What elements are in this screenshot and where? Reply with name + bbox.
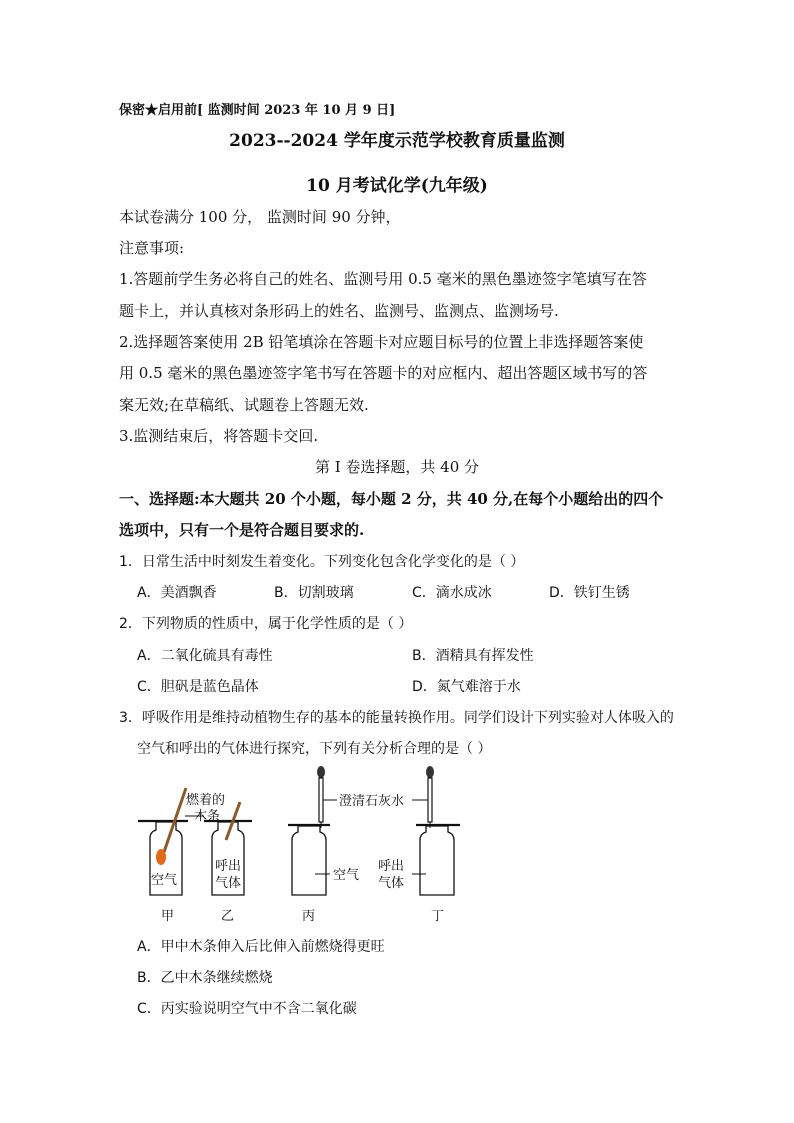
q1-option-a: A．美酒飘香	[137, 585, 217, 601]
experiment-figure	[130, 760, 480, 930]
label-exhaled-ding-b: 气体	[378, 876, 405, 891]
intro-line: 本试卷满分 100 分， 监测时间 90 分钟，	[119, 208, 401, 226]
label-jia: 甲	[161, 909, 175, 924]
label-exhaled-ding-a: 呼出	[378, 859, 405, 874]
q2-option-d: D．氮气难溶于水	[412, 679, 521, 695]
confidential-header: 保密★启用前[ 监测时间 2023 年 10 月 9 日]	[119, 103, 396, 118]
label-exhaled-yi-a: 呼出	[215, 859, 242, 874]
q1-option-d: D．铁钉生锈	[549, 585, 630, 601]
bottle-ding	[412, 766, 460, 895]
q2-option-b: B．酒精具有挥发性	[412, 648, 534, 664]
label-bing: 丙	[302, 909, 316, 924]
note-1a: 1.答题前学生务必将自己的姓名、监测号用 0.5 毫米的黑色墨迹签字笔填写在答	[119, 270, 647, 288]
label-burning-stick-b: 木条	[194, 809, 221, 824]
section-heading-a: 一、选择题:本大题共 20 个小题，每小题 2 分，共 40 分,在每个小题给出的四个	[119, 490, 664, 508]
note-2a: 2.选择题答案使用 2B 铅笔填涂在答题卡对应题目标号的位置上非选择题答案使	[119, 333, 644, 351]
q3-option-c: C．丙实验说明空气中不含二氧化碳	[137, 1001, 357, 1017]
q1-option-c: C．滴水成冰	[412, 585, 492, 601]
notice-heading: 注意事项:	[119, 239, 185, 257]
note-1b: 题卡上，并认真核对条形码上的姓名、监测号、监测点、监测场号.	[119, 302, 559, 320]
question-2-stem: 2．下列物质的性质中，属于化学性质的是（ ）	[119, 616, 413, 632]
section-title: 第 I 卷选择题，共 40 分	[314, 458, 480, 476]
question-3-stem-a: 3．呼吸作用是维持动植物生存的基本的能量转换作用。同学们设计下列实验对人体吸入的	[119, 710, 674, 726]
q2-option-c: C．胆矾是蓝色晶体	[137, 679, 259, 695]
note-2b: 用 0.5 毫米的黑色墨迹签字笔书写在答题卡的对应框内、超出答题区域书写的答	[119, 364, 648, 382]
q1-option-b: B．切割玻璃	[274, 585, 354, 601]
note-2c: 案无效;在草稿纸、试题卷上答题无效.	[119, 396, 369, 414]
dropper-bulb-icon	[317, 766, 325, 778]
label-exhaled-yi-b: 气体	[215, 876, 242, 891]
label-burning-stick-a: 燃着的	[186, 793, 226, 808]
label-limewater: 澄清石灰水	[339, 794, 405, 809]
bottle-bing	[288, 766, 337, 895]
question-1-stem: 1．日常生活中时刻发生着变化。下列变化包含化学变化的是（ ）	[119, 554, 525, 570]
label-ding: 丁	[431, 909, 445, 924]
q2-option-a: A．二氧化硫具有毒性	[137, 648, 273, 664]
label-yi: 乙	[221, 909, 235, 924]
q3-option-a: A．甲中木条伸入后比伸入前燃烧得更旺	[137, 939, 385, 955]
label-air-bing: 空气	[333, 868, 360, 883]
label-air-jia: 空气	[151, 873, 178, 888]
exam-title: 2023--2024 学年度示范学校教育质量监测	[229, 131, 565, 151]
question-3-stem-b: 空气和呼出的气体进行探究，下列有关分析合理的是（ ）	[137, 741, 492, 757]
flame-icon	[156, 849, 166, 865]
exam-subtitle: 10 月考试化学(九年级)	[306, 176, 488, 196]
note-3: 3.监测结束后，将答题卡交回.	[119, 427, 319, 445]
section-heading-b: 选项中，只有一个是符合题目要求的.	[119, 521, 365, 539]
dropper-bulb-icon	[426, 766, 434, 778]
q3-option-b: B．乙中木条继续燃烧	[137, 970, 273, 986]
